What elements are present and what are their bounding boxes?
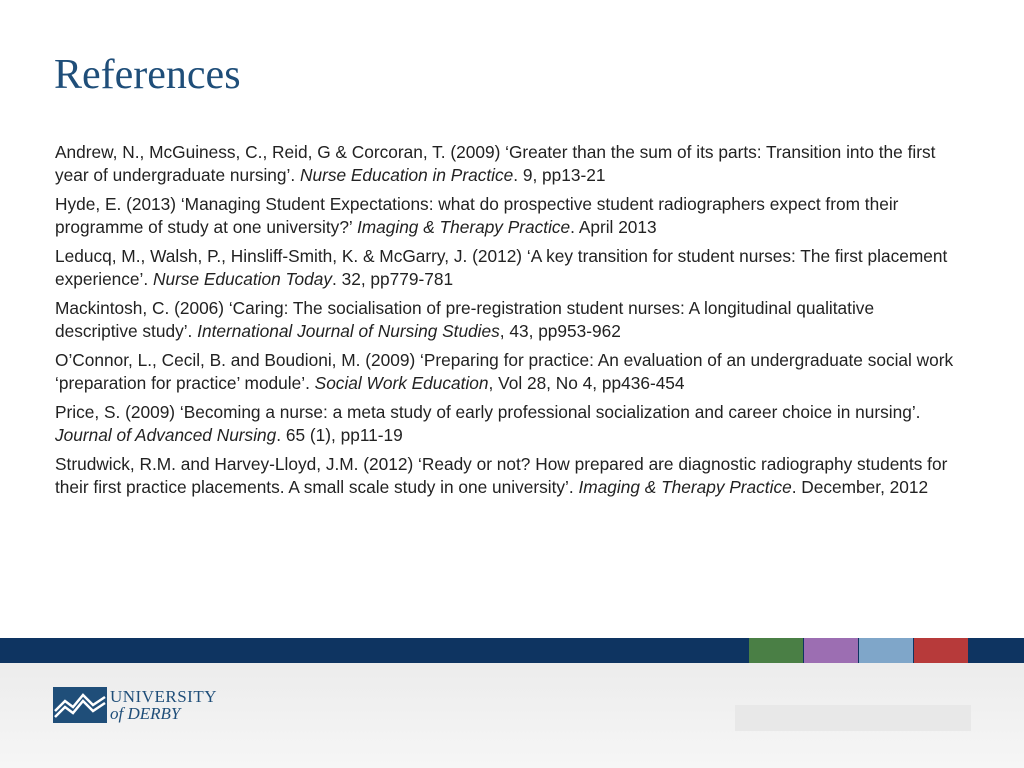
reference-item: Andrew, N., McGuiness, C., Reid, G & Corcoran, T. (2009) ‘Greater than the sum of its parts: Transition into the first year of undergraduate nursing’. Nurse Education in Practice. 9, pp13-21	[55, 142, 936, 185]
reference-item: Hyde, E. (2013) ‘Managing Student Expectations: what do prospective student radiographers expect from their programme of study at one university?’ Imaging & Therapy Practice. April 2013	[55, 194, 899, 237]
red-swatch	[914, 638, 968, 663]
journal-name: Nurse Education Today	[152, 269, 332, 289]
reference-item: Mackintosh, C. (2006) ‘Caring: The socialisation of pre-registration student nurses: A longitudinal qualitative descriptive study’. International Journal of Nursing Studies, 43, pp953-962	[55, 298, 875, 341]
logo-text-university: UNIVERSITY	[110, 687, 217, 706]
journal-name: Nurse Education in Practice	[299, 165, 514, 185]
journal-name: Social Work Education	[314, 373, 489, 393]
footer-placeholder-box	[735, 705, 971, 731]
journal-name: International Journal of Nursing Studies	[197, 321, 500, 341]
footer	[0, 663, 1024, 768]
reference-item: O’Connor, L., Cecil, B. and Boudioni, M. (2009) ‘Preparing for practice: An evaluation of an undergraduate social work ‘preparation for practice’ module’. Social Work Education, Vol 28, No 4, pp436-454	[55, 350, 954, 393]
journal-name: Imaging & Therapy Practice	[356, 217, 571, 237]
slide-title: References	[54, 52, 241, 98]
light-blue-swatch	[859, 638, 913, 663]
mountain-logo-icon	[53, 687, 107, 723]
journal-name: Imaging & Therapy Practice	[578, 477, 792, 497]
reference-item: Price, S. (2009) ‘Becoming a nurse: a meta study of early professional socialization and career choice in nursing’. Journal of Advanced Nursing. 65 (1), pp11-19	[55, 402, 921, 445]
journal-name: Journal of Advanced Nursing	[55, 425, 277, 445]
reference-list	[55, 141, 960, 505]
purple-swatch	[804, 638, 858, 663]
logo-text-derby: of DERBY	[110, 704, 181, 723]
university-logo	[53, 687, 233, 727]
footer-color-band	[0, 638, 1024, 663]
reference-item: Strudwick, R.M. and Harvey-Lloyd, J.M. (2012) ‘Ready or not? How prepared are diagnostic radiography students for their first practice placements. A small scale study in one university’. Imaging & Therapy Practice. December, 2012	[55, 454, 948, 497]
green-swatch	[749, 638, 803, 663]
reference-item: Leducq, M., Walsh, P., Hinsliff-Smith, K. & McGarry, J. (2012) ‘A key transition for student nurses: The first placement experience’. Nurse Education Today. 32, pp779-781	[55, 246, 948, 289]
